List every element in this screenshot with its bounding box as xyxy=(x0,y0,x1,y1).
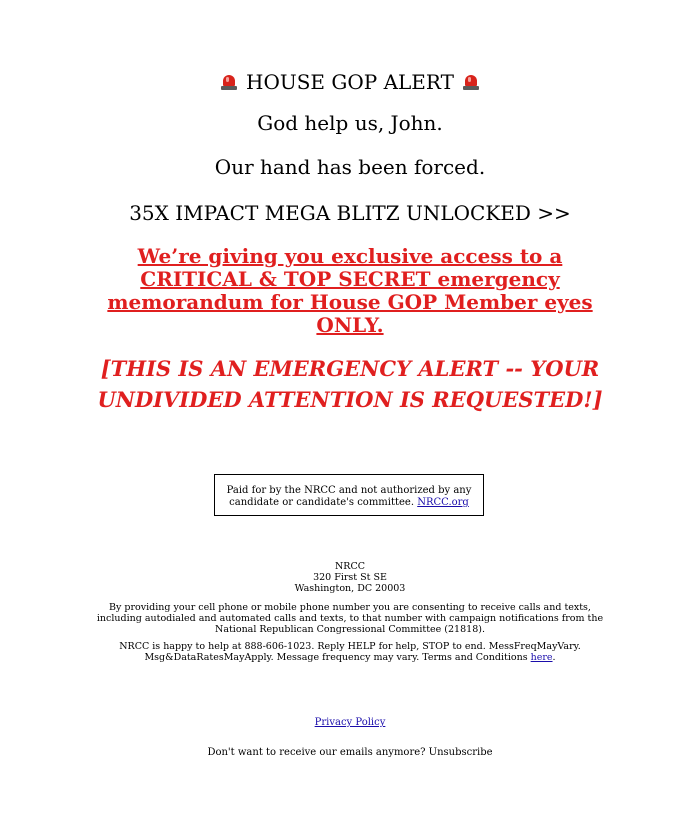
forced-line: Our hand has been forced. xyxy=(214,155,486,179)
mailing-address xyxy=(0,561,700,594)
paid-for-disclaimer xyxy=(214,474,484,516)
emergency-line-1: [THIS IS AN EMERGENCY ALERT -- YOUR xyxy=(100,356,600,381)
privacy-policy-link[interactable]: Privacy Policy xyxy=(314,717,386,728)
help-text-end: . xyxy=(552,652,556,663)
street-address: 320 First St SE xyxy=(313,572,387,583)
nrcc-link[interactable]: NRCC.org xyxy=(417,497,469,508)
blitz-line: 35X IMPACT MEGA BLITZ UNLOCKED >> xyxy=(129,201,571,225)
alert-title: HOUSE GOP ALERT xyxy=(246,70,454,94)
greeting-line: God help us, John. xyxy=(257,111,443,135)
privacy-policy-row xyxy=(0,717,700,729)
memorandum-link[interactable]: We’re giving you exclusive access to a CRITICAL & TOP SECRET emergency memorandum for House GOP Member eyes ONLY. xyxy=(107,244,593,337)
alert-header xyxy=(0,70,700,94)
consent-text: By providing your cell phone or mobile phone number you are consenting to receive calls and texts, including autodialed and automated calls and texts, to that number with campaign notifications from the National Republican Congressional Committee (21818). xyxy=(96,602,604,635)
disclaimer-text: Paid for by the NRCC and not authorized by any candidate or candidate's committee. xyxy=(226,485,472,508)
emergency-line-2: UNDIVIDED ATTENTION IS REQUESTED!] xyxy=(97,387,603,412)
terms-here-link[interactable]: here xyxy=(530,652,553,663)
unsubscribe-line[interactable]: Don't want to receive our emails anymore? Unsubscribe xyxy=(207,747,493,758)
help-text-block xyxy=(105,641,595,663)
city-address: Washington, DC 20003 xyxy=(294,583,406,594)
police-siren-icon xyxy=(462,73,480,91)
org-name: NRCC xyxy=(334,561,365,572)
police-siren-icon xyxy=(220,73,238,91)
help-text: NRCC is happy to help at 888-606-1023. Reply HELP for help, STOP to end. MessFreqMayVary. Msg&DataRatesMayApply. Message frequency may vary. Terms and Conditions xyxy=(119,641,581,663)
emergency-alert-text xyxy=(90,353,610,415)
